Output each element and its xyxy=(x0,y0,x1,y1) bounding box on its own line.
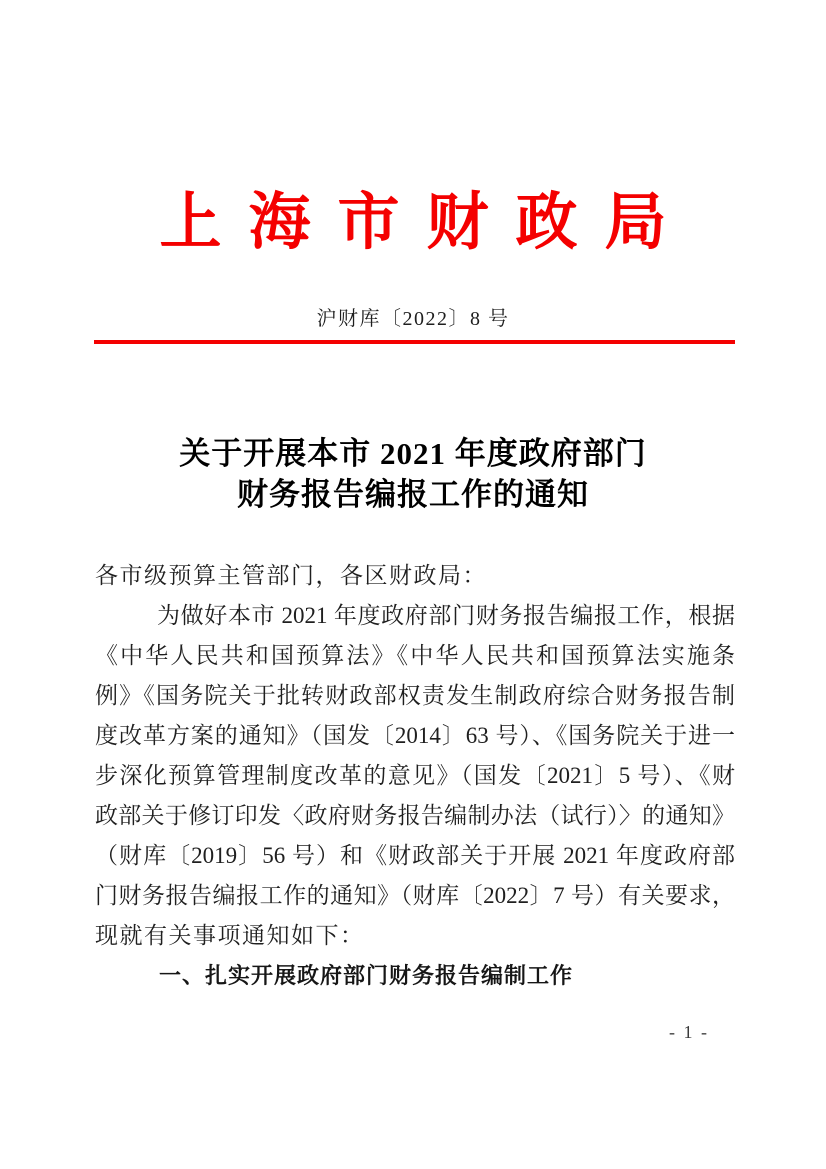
page-number: - 1 - xyxy=(669,1022,709,1042)
body-line: 度改革方案的通知》（国发〔2014〕63 号）、《国务院关于进一 xyxy=(95,723,735,748)
document-title xyxy=(0,433,826,515)
doc-reference-number: 沪财库〔2022〕8 号 xyxy=(316,308,510,330)
body-line: 《中华人民共和国预算法》《中华人民共和国预算法实施条 xyxy=(95,643,735,668)
document-title-line2: 财务报告编报工作的通知 xyxy=(237,477,589,512)
letterhead-org-name: 上海市财政局 xyxy=(159,189,694,257)
body-line: 例》《国务院关于批转财政部权责发生制政府综合财务报告制 xyxy=(95,683,735,708)
body-line: 现就有关事项通知如下： xyxy=(95,923,365,948)
body-line: 为做好本市 2021 年度政府部门财务报告编报工作，根据 xyxy=(157,603,735,628)
body-line: 政部关于修订印发〈政府财务报告编制办法（试行）〉的通知》 xyxy=(95,803,735,828)
document-title-line1: 关于开展本市 2021 年度政府部门 xyxy=(179,436,647,471)
body-line: 步深化预算管理制度改革的意见》（国发〔2021〕5 号）、《财 xyxy=(95,763,735,788)
body-line: 各市级预算主管部门，各区财政局： xyxy=(95,563,487,588)
letterhead-divider-line xyxy=(94,340,735,344)
document-body xyxy=(95,556,735,996)
body-line: （财库〔2019〕56 号）和《财政部关于开展 2021 年度政府部 xyxy=(95,843,735,868)
section-heading: 一、扎实开展政府部门财务报告编制工作 xyxy=(159,963,574,988)
body-line: 门财务报告编报工作的通知》（财库〔2022〕7 号）有关要求， xyxy=(95,883,735,908)
